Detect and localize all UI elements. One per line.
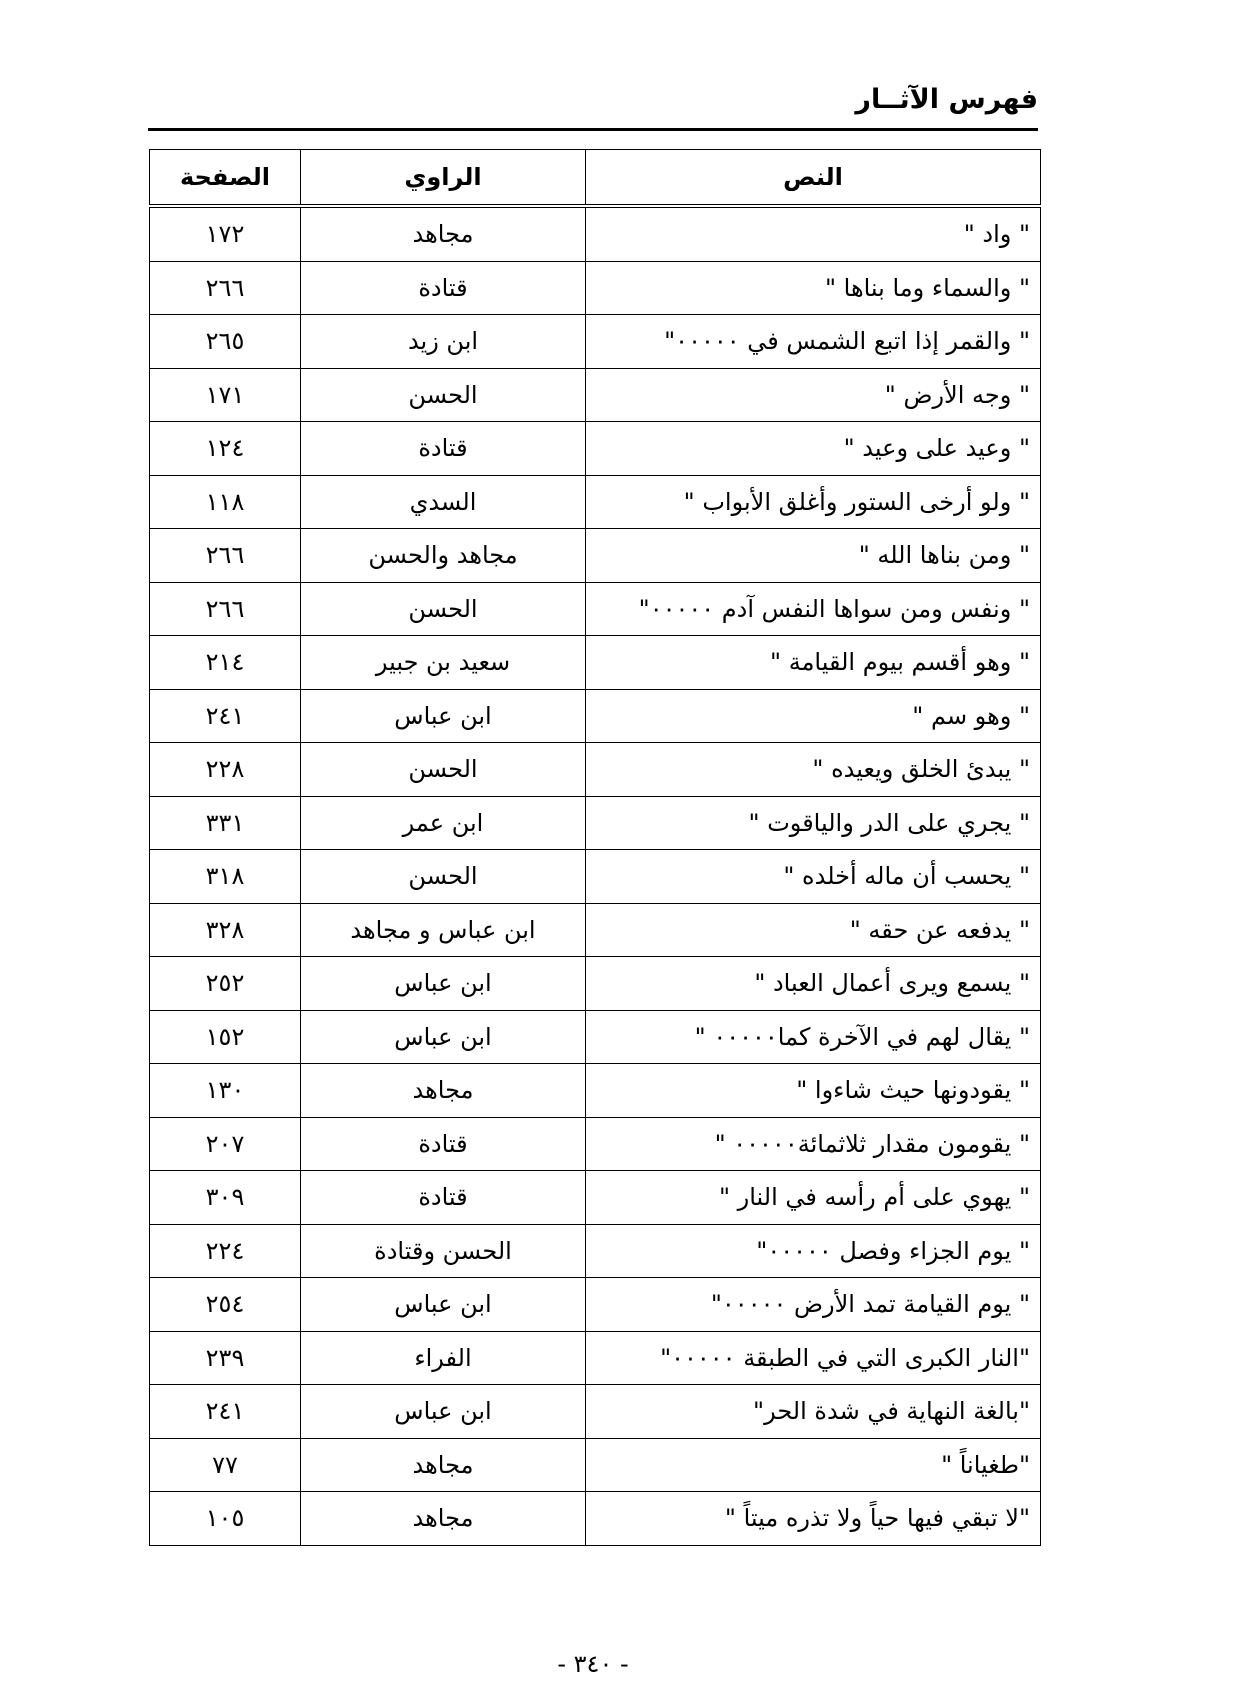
cell-page: ٣٢٨: [150, 903, 301, 957]
cell-text: " يحسب أن ماله أخلده ": [586, 850, 1041, 904]
cell-text: " يبدئ الخلق ويعيده ": [586, 743, 1041, 797]
cell-narrator: مجاهد والحسن: [301, 529, 586, 583]
cell-page: ١٧٢: [150, 206, 301, 261]
table-header-row: [150, 150, 1041, 207]
page-title: فهرس الآثــار: [855, 84, 1038, 115]
cell-text: " يدفعه عن حقه ": [586, 903, 1041, 957]
cell-narrator: الحسن: [301, 743, 586, 797]
cell-narrator: مجاهد: [301, 1492, 586, 1546]
cell-narrator: ابن عباس: [301, 1278, 586, 1332]
cell-text: " ونفس ومن سواها النفس آدم ٠٠٠٠٠": [586, 582, 1041, 636]
column-header-text: النص: [586, 150, 1041, 207]
cell-narrator: الحسن وقتادة: [301, 1224, 586, 1278]
cell-page: ١٠٥: [150, 1492, 301, 1546]
table-row: [150, 1117, 1041, 1171]
header-rule: [148, 128, 1038, 131]
cell-page: ٢٥٢: [150, 957, 301, 1011]
cell-narrator: قتادة: [301, 1117, 586, 1171]
cell-narrator: ابن عباس: [301, 1010, 586, 1064]
cell-page: ٣٠٩: [150, 1171, 301, 1225]
table-row: [150, 1224, 1041, 1278]
cell-page: ١١٨: [150, 475, 301, 529]
cell-text: " يسمع ويرى أعمال العباد ": [586, 957, 1041, 1011]
cell-page: ٢٢٨: [150, 743, 301, 797]
cell-narrator: سعيد بن جبير: [301, 636, 586, 690]
table-row: [150, 689, 1041, 743]
cell-narrator: ابن عباس: [301, 1385, 586, 1439]
table-row: [150, 1064, 1041, 1118]
cell-text: " واد ": [586, 206, 1041, 261]
cell-narrator: مجاهد: [301, 1438, 586, 1492]
cell-narrator: السدي: [301, 475, 586, 529]
cell-text: " ومن بناها الله ": [586, 529, 1041, 583]
cell-page: ١٧١: [150, 368, 301, 422]
table-row: [150, 850, 1041, 904]
cell-narrator: قتادة: [301, 1171, 586, 1225]
cell-narrator: ابن عباس: [301, 957, 586, 1011]
cell-page: ٣١٨: [150, 850, 301, 904]
cell-text: " يهوي على أم رأسه في النار ": [586, 1171, 1041, 1225]
table-row: [150, 315, 1041, 369]
cell-page: ٢٤١: [150, 1385, 301, 1439]
table-row: [150, 1278, 1041, 1332]
cell-narrator: ابن زيد: [301, 315, 586, 369]
cell-text: " يقال لهم في الآخرة كما٠٠٠٠٠ ": [586, 1010, 1041, 1064]
cell-narrator: الفراء: [301, 1331, 586, 1385]
cell-page: ٢٥٤: [150, 1278, 301, 1332]
table-body: [150, 206, 1041, 1545]
cell-page: ٢٦٦: [150, 582, 301, 636]
cell-page: ٢١٤: [150, 636, 301, 690]
page-number: - ٣٤٠ -: [557, 1650, 629, 1678]
table-row: [150, 1171, 1041, 1225]
cell-text: " وعيد على وعيد ": [586, 422, 1041, 476]
cell-text: " يوم القيامة تمد الأرض ٠٠٠٠٠": [586, 1278, 1041, 1332]
table-row: [150, 1010, 1041, 1064]
cell-narrator: الحسن: [301, 850, 586, 904]
cell-text: " وهو سم ": [586, 689, 1041, 743]
cell-page: ٢٢٤: [150, 1224, 301, 1278]
cell-narrator: الحسن: [301, 582, 586, 636]
cell-page: ٢٦٦: [150, 261, 301, 315]
table-row: [150, 475, 1041, 529]
cell-text: "طغياناً ": [586, 1438, 1041, 1492]
cell-text: " يوم الجزاء وفصل ٠٠٠٠٠": [586, 1224, 1041, 1278]
cell-text: " يقودونها حيث شاءوا ": [586, 1064, 1041, 1118]
cell-page: ١٣٠: [150, 1064, 301, 1118]
cell-text: " يجري على الدر والياقوت ": [586, 796, 1041, 850]
cell-page: ٣٣١: [150, 796, 301, 850]
cell-page: ٢٤١: [150, 689, 301, 743]
column-header-page: الصفحة: [150, 150, 301, 207]
cell-text: " والسماء وما بناها ": [586, 261, 1041, 315]
table-row: [150, 529, 1041, 583]
table-row: [150, 1385, 1041, 1439]
cell-page: ٢٠٧: [150, 1117, 301, 1171]
table-head: [150, 150, 1041, 207]
table-row: [150, 796, 1041, 850]
cell-narrator: مجاهد: [301, 1064, 586, 1118]
table-row: [150, 636, 1041, 690]
cell-text: "لا تبقي فيها حياً ولا تذره ميتاً ": [586, 1492, 1041, 1546]
cell-text: " وجه الأرض ": [586, 368, 1041, 422]
cell-text: " وهو أقسم بيوم القيامة ": [586, 636, 1041, 690]
cell-page: ٢٣٩: [150, 1331, 301, 1385]
cell-narrator: ابن عباس: [301, 689, 586, 743]
column-header-narrator: الراوي: [301, 150, 586, 207]
table-row: [150, 368, 1041, 422]
cell-narrator: ابن عباس و مجاهد: [301, 903, 586, 957]
cell-narrator: ابن عمر: [301, 796, 586, 850]
cell-text: " والقمر إذا اتبع الشمس في ٠٠٠٠٠": [586, 315, 1041, 369]
table-row: [150, 903, 1041, 957]
table-row: [150, 582, 1041, 636]
table-row: [150, 261, 1041, 315]
cell-narrator: قتادة: [301, 422, 586, 476]
cell-page: ٢٦٥: [150, 315, 301, 369]
table-row: [150, 1331, 1041, 1385]
cell-narrator: الحسن: [301, 368, 586, 422]
cell-text: " يقومون مقدار ثلاثمائة٠٠٠٠٠ ": [586, 1117, 1041, 1171]
table-row: [150, 422, 1041, 476]
cell-page: ٢٦٦: [150, 529, 301, 583]
table-row: [150, 1438, 1041, 1492]
cell-narrator: مجاهد: [301, 206, 586, 261]
table-row: [150, 206, 1041, 261]
cell-page: ١٥٢: [150, 1010, 301, 1064]
table-row: [150, 957, 1041, 1011]
table-row: [150, 1492, 1041, 1546]
cell-text: "بالغة النهاية في شدة الحر": [586, 1385, 1041, 1439]
page-header: [148, 80, 1038, 120]
cell-page: ٧٧: [150, 1438, 301, 1492]
cell-text: " ولو أرخى الستور وأغلق الأبواب ": [586, 475, 1041, 529]
cell-text: "النار الكبرى التي في الطبقة ٠٠٠٠٠": [586, 1331, 1041, 1385]
index-table: [149, 149, 1041, 1546]
table-row: [150, 743, 1041, 797]
cell-narrator: قتادة: [301, 261, 586, 315]
cell-page: ١٢٤: [150, 422, 301, 476]
